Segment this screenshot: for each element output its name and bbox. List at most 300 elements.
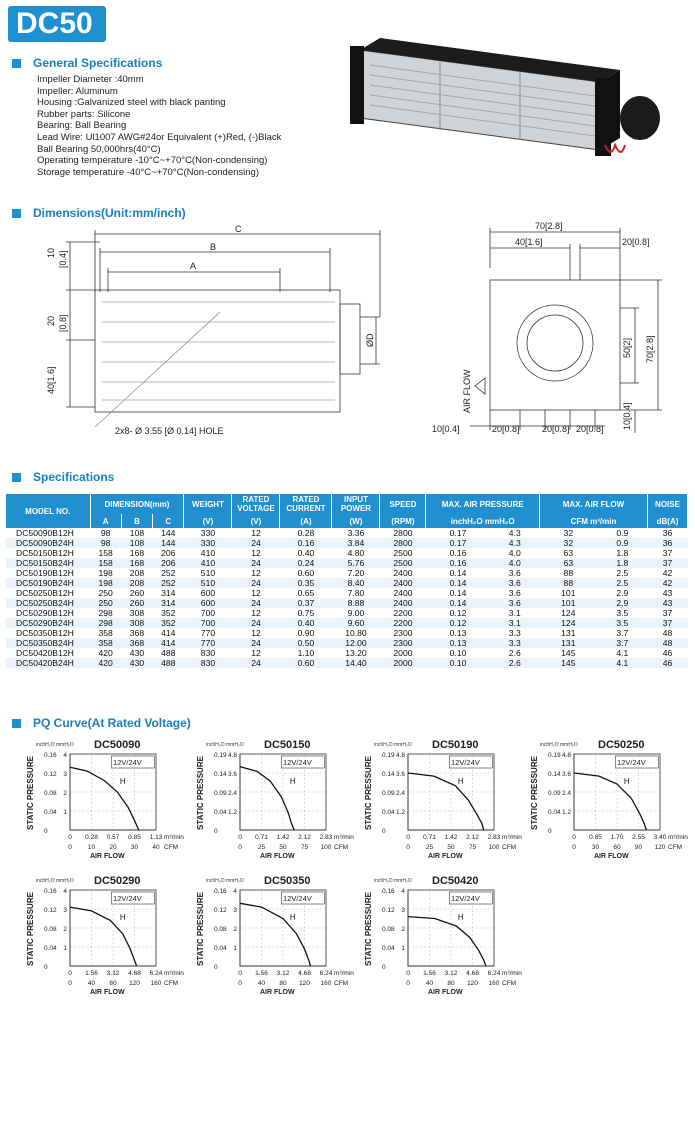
y-tick-label: 0.04 bbox=[382, 809, 395, 816]
x-tick-label: 160 bbox=[488, 980, 500, 987]
table-cell: 144 bbox=[153, 528, 184, 538]
x-tick-label: 0 bbox=[238, 980, 242, 987]
table-row bbox=[6, 648, 688, 658]
table-cell: 510 bbox=[184, 568, 232, 578]
x-tick-label: 0 bbox=[68, 970, 72, 977]
section-pq-heading bbox=[12, 716, 191, 730]
dim-label-hole: 2x8- Ø 3.55 [Ø 0.14] HOLE bbox=[115, 426, 224, 436]
dim-label-b20c: 20[0.8] bbox=[576, 424, 604, 434]
chart-xlabel: AIR FLOW bbox=[90, 989, 125, 996]
table-cell: 88 bbox=[539, 568, 597, 578]
x-tick-label: 80 bbox=[279, 980, 287, 987]
table-row bbox=[6, 628, 688, 638]
table-row bbox=[6, 538, 688, 548]
y-tick-label: 0.04 bbox=[44, 945, 57, 952]
y-tick-label: 1.2 bbox=[227, 809, 237, 816]
table-cell: 63 bbox=[539, 558, 597, 568]
chart-units-label: inchH₂O mmH₂O bbox=[540, 742, 578, 748]
y-tick-label: 2 bbox=[63, 790, 67, 797]
section-title: Dimensions(Unit:mm/inch) bbox=[33, 206, 186, 220]
table-cell: 0.90 bbox=[280, 628, 332, 638]
table-cell: 0.9 bbox=[597, 538, 647, 548]
table-cell: 168 bbox=[121, 548, 152, 558]
y-tick-label: 0.08 bbox=[382, 926, 395, 933]
y-tick-label: 0.12 bbox=[44, 907, 57, 914]
x-tick-label: 160 bbox=[150, 980, 162, 987]
table-cell: 7.80 bbox=[332, 588, 380, 598]
table-cell: 770 bbox=[184, 628, 232, 638]
section-specifications-heading bbox=[12, 470, 114, 484]
dim-label-w40: 40[1.6] bbox=[515, 237, 543, 247]
y-tick-label: 0.04 bbox=[44, 809, 57, 816]
table-cell: 0.13 bbox=[426, 628, 490, 638]
dim-label-airflow: AIR FLOW bbox=[462, 369, 472, 413]
table-cell: 0.65 bbox=[280, 588, 332, 598]
chart-ylabel: STATIC PRESSURE bbox=[530, 756, 539, 830]
table-cell: 2400 bbox=[380, 578, 426, 588]
chart-ylabel: STATIC PRESSURE bbox=[196, 892, 205, 966]
legend-label: 12V/24V bbox=[617, 758, 646, 767]
chart-units-label: inchH₂O mmH₂O bbox=[374, 878, 412, 884]
col-power: INPUT POWER bbox=[332, 494, 380, 514]
x-tick-label: 30 bbox=[130, 844, 139, 851]
table-cell: 3.5 bbox=[597, 608, 647, 618]
table-cell: 368 bbox=[121, 638, 152, 648]
table-row bbox=[6, 638, 688, 648]
x-tick-label: 80 bbox=[447, 980, 455, 987]
x-tick-label: 50 bbox=[279, 844, 287, 851]
dim-label-20: 20 bbox=[46, 315, 56, 326]
table-cell: 43 bbox=[648, 598, 688, 608]
y-tick-label: 0 bbox=[214, 964, 218, 971]
y-tick-label: 1 bbox=[63, 945, 67, 952]
table-cell: 352 bbox=[153, 618, 184, 628]
table-cell: DC50350B12H bbox=[6, 628, 90, 638]
dim-label-h70: 70[2.8] bbox=[645, 335, 655, 363]
table-cell: 3.5 bbox=[597, 618, 647, 628]
table-cell: 24 bbox=[232, 558, 280, 568]
y-tick-label: 0.09 bbox=[214, 790, 227, 797]
chart-xlabel: AIR FLOW bbox=[260, 989, 295, 996]
dim-label-h50: 50[2] bbox=[622, 337, 632, 358]
table-cell: 1.8 bbox=[597, 548, 647, 558]
pq-chart bbox=[362, 736, 527, 864]
dim-label-b: B bbox=[210, 242, 217, 252]
table-cell: DC50250B24H bbox=[6, 598, 90, 608]
table-cell: 12 bbox=[232, 588, 280, 598]
dim-label-c: C bbox=[235, 224, 242, 234]
pq-curve-line bbox=[70, 907, 137, 966]
y-tick-label: 3 bbox=[63, 771, 67, 778]
table-cell: 420 bbox=[90, 658, 121, 668]
table-cell: 37 bbox=[648, 558, 688, 568]
table-cell: 0.75 bbox=[280, 608, 332, 618]
x-tick-label: 60 bbox=[613, 844, 621, 851]
x-tick-label: 0 bbox=[406, 980, 410, 987]
fan-product-image bbox=[350, 20, 670, 165]
y-tick-label: 0.19 bbox=[382, 752, 395, 759]
x-tick-label: 40 bbox=[87, 980, 96, 987]
x-tick-label: 80 bbox=[109, 980, 117, 987]
table-cell: 131 bbox=[539, 628, 597, 638]
x-tick-label: 20 bbox=[109, 844, 117, 851]
pq-chart bbox=[24, 736, 189, 864]
col-weight-unit: (V) bbox=[184, 514, 232, 528]
table-cell: 4.0 bbox=[490, 548, 539, 558]
table-cell: 0.17 bbox=[426, 538, 490, 548]
table-cell: 12.00 bbox=[332, 638, 380, 648]
x-tick-label: 0 bbox=[406, 970, 410, 977]
table-cell: 314 bbox=[153, 588, 184, 598]
table-cell: 700 bbox=[184, 608, 232, 618]
x-tick-label: 0 bbox=[572, 844, 576, 851]
table-cell: 2300 bbox=[380, 638, 426, 648]
x-tick-label: 90 bbox=[634, 844, 643, 851]
x-tick-label: 75 bbox=[300, 844, 309, 851]
bullet-square-icon bbox=[12, 719, 21, 728]
table-cell: 308 bbox=[121, 618, 152, 628]
table-cell: 260 bbox=[121, 588, 152, 598]
table-cell: DC50190B24H bbox=[6, 578, 90, 588]
table-cell: 208 bbox=[121, 568, 152, 578]
pq-chart bbox=[194, 736, 359, 864]
table-cell: 0.14 bbox=[426, 578, 490, 588]
spec-line: Ball Bearing 50,000hrs(40°C) bbox=[37, 143, 161, 155]
spec-line: Storage temperature -40°C~+70°C(Non-condensing) bbox=[37, 166, 259, 178]
x-tick-label: 6.24 bbox=[487, 970, 501, 977]
curve-label: H bbox=[119, 913, 126, 922]
x-tick-label: 4.68 bbox=[128, 970, 141, 977]
x-tick-label: 10 bbox=[87, 844, 96, 851]
table-cell: 0.35 bbox=[280, 578, 332, 588]
table-cell: 0.17 bbox=[426, 528, 490, 538]
x-tick-label: 25 bbox=[425, 844, 434, 851]
curve-label: H bbox=[289, 777, 296, 786]
y-tick-label: 0.14 bbox=[382, 771, 395, 778]
y-tick-label: 4 bbox=[233, 888, 237, 895]
x-tick-label: 1.70 bbox=[610, 834, 624, 841]
dim-label-b10: 10[0.4] bbox=[432, 424, 460, 434]
chart-ylabel: STATIC PRESSURE bbox=[26, 756, 35, 830]
table-cell: 0.37 bbox=[280, 598, 332, 608]
y-tick-label: 0.19 bbox=[214, 752, 227, 759]
y-tick-label: 0.12 bbox=[44, 771, 57, 778]
table-cell: 2200 bbox=[380, 618, 426, 628]
table-row bbox=[6, 528, 688, 538]
table-cell: 46 bbox=[648, 648, 688, 658]
col-flow: MAX. AIR FLOW bbox=[539, 494, 647, 514]
col-a: A bbox=[90, 514, 121, 528]
table-cell: 0.14 bbox=[426, 588, 490, 598]
x-unit-label: CFM bbox=[502, 844, 517, 851]
table-cell: 358 bbox=[90, 638, 121, 648]
table-cell: 145 bbox=[539, 648, 597, 658]
x-tick-label: 0.57 bbox=[106, 834, 120, 841]
table-cell: 2000 bbox=[380, 658, 426, 668]
table-cell: 2.6 bbox=[490, 648, 539, 658]
table-cell: 48 bbox=[648, 628, 688, 638]
y-tick-label: 2.4 bbox=[227, 790, 237, 797]
table-cell: 330 bbox=[184, 528, 232, 538]
table-cell: 0.12 bbox=[426, 618, 490, 628]
col-noise: NOISE bbox=[648, 494, 688, 514]
table-cell: 3.7 bbox=[597, 628, 647, 638]
y-tick-label: 0.09 bbox=[548, 790, 561, 797]
table-cell: 2800 bbox=[380, 538, 426, 548]
dim-label-10: 10 bbox=[46, 247, 56, 258]
table-cell: 2.6 bbox=[490, 658, 539, 668]
y-tick-label: 2 bbox=[63, 926, 67, 933]
section-title: Specifications bbox=[33, 470, 115, 484]
specifications-table bbox=[6, 494, 688, 668]
spec-line: Impeller Diameter :40mm bbox=[37, 74, 144, 85]
table-cell: 2.9 bbox=[597, 588, 647, 598]
table-cell: 4.1 bbox=[597, 648, 647, 658]
col-pressure: MAX. AIR PRESSURE bbox=[426, 494, 540, 514]
table-cell: DC50190B12H bbox=[6, 568, 90, 578]
col-current-unit: (A) bbox=[280, 514, 332, 528]
table-cell: 3.3 bbox=[490, 638, 539, 648]
table-cell: 42 bbox=[648, 578, 688, 588]
table-cell: 206 bbox=[153, 558, 184, 568]
bullet-square-icon bbox=[12, 473, 21, 482]
x-unit-label: m³/min bbox=[502, 834, 522, 841]
table-cell: 0.50 bbox=[280, 638, 332, 648]
dim-label-w20: 20[0.8] bbox=[622, 237, 650, 247]
col-voltage-unit: (V) bbox=[232, 514, 280, 528]
table-cell: 308 bbox=[121, 608, 152, 618]
table-cell: 131 bbox=[539, 638, 597, 648]
table-cell: 12 bbox=[232, 608, 280, 618]
table-cell: 420 bbox=[90, 648, 121, 658]
col-flow-unit: CFM m³/min bbox=[539, 514, 647, 528]
table-cell: 0.24 bbox=[280, 558, 332, 568]
y-tick-label: 4.8 bbox=[227, 752, 237, 759]
table-cell: 36 bbox=[648, 538, 688, 548]
x-unit-label: CFM bbox=[164, 844, 179, 851]
y-tick-label: 0.09 bbox=[382, 790, 395, 797]
pq-chart bbox=[362, 872, 527, 1000]
curve-label: H bbox=[289, 913, 296, 922]
table-cell: 0.40 bbox=[280, 548, 332, 558]
table-cell: 4.3 bbox=[490, 538, 539, 548]
table-cell: 24 bbox=[232, 658, 280, 668]
table-cell: 24 bbox=[232, 538, 280, 548]
table-cell: 108 bbox=[121, 538, 152, 548]
table-cell: 13.20 bbox=[332, 648, 380, 658]
y-tick-label: 4.8 bbox=[395, 752, 405, 759]
table-cell: 208 bbox=[121, 578, 152, 588]
table-cell: 5.76 bbox=[332, 558, 380, 568]
x-tick-label: 0 bbox=[68, 834, 72, 841]
x-tick-label: 0 bbox=[238, 844, 242, 851]
x-tick-label: 4.68 bbox=[466, 970, 479, 977]
chart-title: DC50420 bbox=[432, 875, 479, 887]
table-cell: 3.3 bbox=[490, 628, 539, 638]
table-cell: 8.88 bbox=[332, 598, 380, 608]
table-cell: DC50150B12H bbox=[6, 548, 90, 558]
table-cell: DC50290B12H bbox=[6, 608, 90, 618]
table-cell: 9.60 bbox=[332, 618, 380, 628]
table-cell: 488 bbox=[153, 658, 184, 668]
table-cell: 63 bbox=[539, 548, 597, 558]
spec-line: Impeller: Aluminum bbox=[37, 85, 118, 97]
y-tick-label: 2 bbox=[233, 926, 237, 933]
table-cell: 430 bbox=[121, 658, 152, 668]
pq-curve-line bbox=[408, 917, 486, 966]
table-cell: 36 bbox=[648, 528, 688, 538]
x-unit-label: CFM bbox=[334, 844, 349, 851]
x-tick-label: 0 bbox=[68, 980, 72, 987]
chart-units-label: inchH₂O mmH₂O bbox=[374, 742, 412, 748]
x-unit-label: m³/min bbox=[668, 834, 688, 841]
table-cell: 158 bbox=[90, 558, 121, 568]
chart-title: DC50150 bbox=[264, 739, 311, 751]
x-tick-label: 6.24 bbox=[149, 970, 163, 977]
table-cell: 3.1 bbox=[490, 608, 539, 618]
chart-xlabel: AIR FLOW bbox=[594, 853, 629, 860]
table-cell: 7.20 bbox=[332, 568, 380, 578]
pq-chart bbox=[528, 736, 693, 864]
x-tick-label: 1.13 bbox=[149, 834, 163, 841]
table-cell: 12 bbox=[232, 568, 280, 578]
table-cell: 10.80 bbox=[332, 628, 380, 638]
x-tick-label: 0 bbox=[572, 834, 576, 841]
col-dimension: DIMENSION(mm) bbox=[90, 494, 184, 514]
table-cell: 330 bbox=[184, 538, 232, 548]
table-cell: 32 bbox=[539, 528, 597, 538]
y-tick-label: 4 bbox=[63, 752, 67, 759]
y-tick-label: 0.08 bbox=[44, 926, 57, 933]
y-tick-label: 0.19 bbox=[548, 752, 561, 759]
table-cell: 2000 bbox=[380, 648, 426, 658]
chart-ylabel: STATIC PRESSURE bbox=[26, 892, 35, 966]
table-cell: 4.3 bbox=[490, 528, 539, 538]
pq-curve-line bbox=[574, 773, 646, 830]
y-tick-label: 0.04 bbox=[548, 809, 561, 816]
table-cell: 770 bbox=[184, 638, 232, 648]
spec-line: Lead Wire: Ul1007 AWG#24or Equivalent (+)Red, (-)Black bbox=[37, 131, 282, 143]
legend-label: 12V/24V bbox=[451, 758, 480, 767]
table-cell: 101 bbox=[539, 588, 597, 598]
table-cell: DC50090B24H bbox=[6, 538, 90, 548]
chart-xlabel: AIR FLOW bbox=[260, 853, 295, 860]
curve-label: H bbox=[623, 777, 630, 786]
x-tick-label: 120 bbox=[129, 980, 140, 987]
table-cell: 4.1 bbox=[597, 658, 647, 668]
table-cell: 24 bbox=[232, 638, 280, 648]
table-row bbox=[6, 608, 688, 618]
table-cell: 98 bbox=[90, 528, 121, 538]
table-cell: 488 bbox=[153, 648, 184, 658]
y-tick-label: 2.4 bbox=[561, 790, 571, 797]
table-cell: 46 bbox=[648, 658, 688, 668]
table-cell: 252 bbox=[153, 578, 184, 588]
x-tick-label: 2.83 bbox=[319, 834, 333, 841]
col-pressure-unit: inchH₂O mmH₂O bbox=[426, 514, 540, 528]
chart-title: DC50350 bbox=[264, 875, 311, 887]
table-row bbox=[6, 558, 688, 568]
section-dimensions-heading bbox=[12, 206, 186, 220]
dim-label-b20a: 20[0.8] bbox=[492, 424, 520, 434]
table-cell: 298 bbox=[90, 608, 121, 618]
spec-line: Rubber parts: Silicone bbox=[37, 108, 131, 120]
table-cell: 0.16 bbox=[426, 548, 490, 558]
table-cell: 124 bbox=[539, 618, 597, 628]
x-unit-label: m³/min bbox=[334, 834, 354, 841]
x-tick-label: 40 bbox=[152, 844, 160, 851]
table-cell: 2500 bbox=[380, 548, 426, 558]
col-voltage: RATED VOLTAGE bbox=[232, 494, 280, 514]
table-cell: 4.80 bbox=[332, 548, 380, 558]
col-noise-unit: dB(A) bbox=[648, 514, 688, 528]
table-cell: 2400 bbox=[380, 598, 426, 608]
y-tick-label: 3.6 bbox=[395, 771, 405, 778]
y-tick-label: 3 bbox=[401, 907, 405, 914]
x-tick-label: 0 bbox=[406, 834, 410, 841]
table-cell: 3.36 bbox=[332, 528, 380, 538]
table-cell: DC50150B24H bbox=[6, 558, 90, 568]
y-tick-label: 0 bbox=[382, 828, 386, 835]
x-unit-label: m³/min bbox=[164, 834, 184, 841]
x-tick-label: 100 bbox=[488, 844, 500, 851]
col-model: MODEL NO. bbox=[6, 494, 90, 528]
table-cell: 0.12 bbox=[426, 608, 490, 618]
table-row bbox=[6, 618, 688, 628]
y-tick-label: 0.14 bbox=[548, 771, 561, 778]
table-cell: 8.40 bbox=[332, 578, 380, 588]
table-cell: 600 bbox=[184, 588, 232, 598]
table-cell: DC50420B24H bbox=[6, 658, 90, 668]
x-tick-label: 75 bbox=[468, 844, 477, 851]
table-cell: 14.40 bbox=[332, 658, 380, 668]
x-tick-label: 120 bbox=[299, 980, 310, 987]
y-tick-label: 3 bbox=[233, 907, 237, 914]
table-cell: 0.60 bbox=[280, 658, 332, 668]
table-cell: DC50350B24H bbox=[6, 638, 90, 648]
chart-xlabel: AIR FLOW bbox=[90, 853, 125, 860]
table-cell: 510 bbox=[184, 578, 232, 588]
pq-chart bbox=[24, 872, 189, 1000]
y-tick-label: 1 bbox=[63, 809, 67, 816]
chart-xlabel: AIR FLOW bbox=[428, 853, 463, 860]
pq-curve-line bbox=[408, 773, 484, 830]
x-tick-label: 0 bbox=[238, 970, 242, 977]
section-general-heading bbox=[12, 56, 162, 70]
x-tick-label: 2.12 bbox=[466, 834, 479, 841]
bullet-square-icon bbox=[12, 59, 21, 68]
table-cell: 98 bbox=[90, 538, 121, 548]
y-tick-label: 0 bbox=[382, 964, 386, 971]
table-cell: 0.14 bbox=[426, 568, 490, 578]
table-cell: 24 bbox=[232, 618, 280, 628]
x-tick-label: 0 bbox=[238, 834, 242, 841]
table-cell: 48 bbox=[648, 638, 688, 648]
table-cell: DC50290B24H bbox=[6, 618, 90, 628]
table-cell: DC50250B12H bbox=[6, 588, 90, 598]
y-tick-label: 0.04 bbox=[382, 945, 395, 952]
product-title: DC50 bbox=[8, 6, 106, 42]
x-tick-label: 1.42 bbox=[444, 834, 458, 841]
table-row bbox=[6, 568, 688, 578]
table-cell: 37 bbox=[648, 548, 688, 558]
curve-label: H bbox=[457, 913, 464, 922]
table-cell: DC50420B12H bbox=[6, 648, 90, 658]
y-tick-label: 3.6 bbox=[227, 771, 237, 778]
x-unit-label: CFM bbox=[334, 980, 349, 987]
x-tick-label: 3.12 bbox=[276, 970, 290, 977]
table-cell: 12 bbox=[232, 628, 280, 638]
